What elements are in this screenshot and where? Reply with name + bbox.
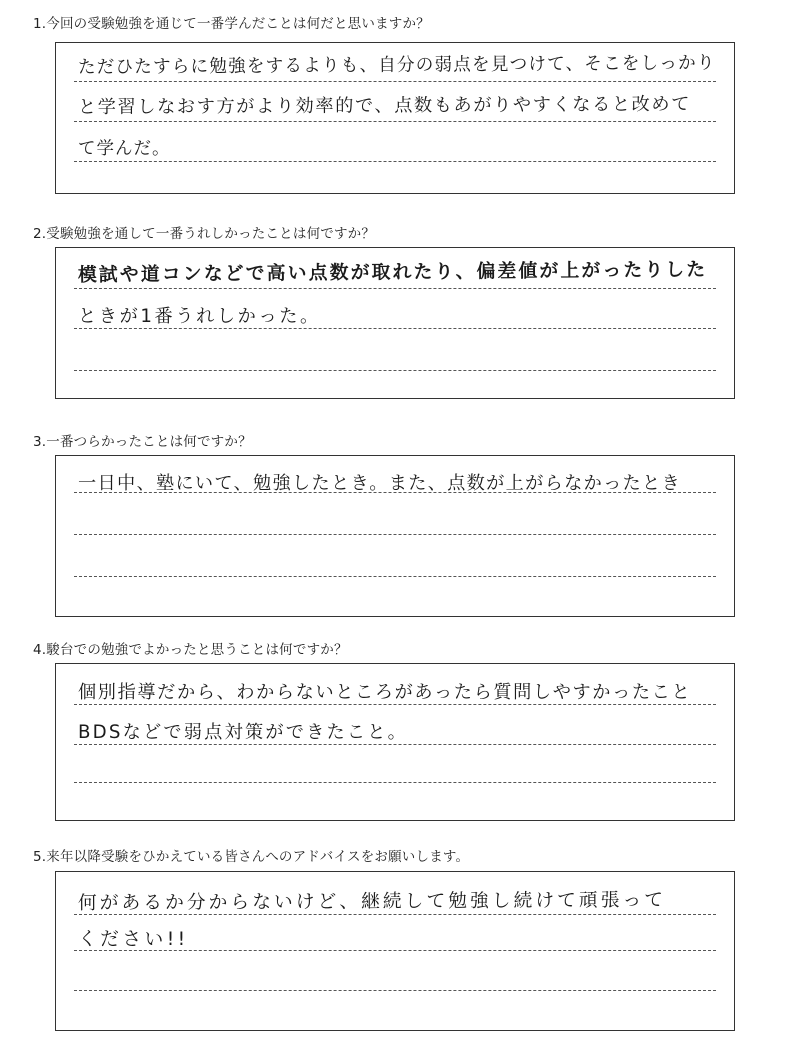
answer-4-line-1: 個別指導だから、わからないところがあったら質問しやすかったこと	[78, 682, 692, 703]
question-4: 4.駿台での勉強でよかったと思うことは何ですか？	[33, 642, 348, 658]
question-3: 3.一番つらかったことは何ですか？	[33, 434, 252, 450]
answer-box-2	[55, 247, 735, 399]
answer-1-rule-3	[74, 161, 716, 162]
answer-3-line-1: 一日中、塾にいて、勉強したとき。また、点数が上がらなかったとき	[78, 473, 682, 494]
answer-box-1	[55, 42, 735, 194]
answer-box-3	[55, 455, 735, 617]
answer-5-line-2: ください!!	[78, 929, 189, 950]
answer-4-rule-3	[74, 782, 716, 783]
answer-box-4	[55, 663, 735, 821]
answer-4-rule-1	[74, 704, 716, 705]
answer-1-line-2: と学習しなおす方がより効率的で、点数もあがりやすくなると改めて	[77, 93, 692, 119]
question-1: 1.今回の受験勉強を通じて一番学んだことは何だと思いますか？	[33, 16, 430, 32]
answer-5-rule-1	[74, 914, 716, 915]
answer-5-rule-2	[74, 950, 716, 951]
answer-2-line-1: 模試や道コンなどで高い点数が取れたり、偏差値が上がったりした	[77, 259, 708, 287]
answer-3-rule-1	[74, 492, 716, 493]
answer-5-line-1: 何があるか分からないけど、継続して勉強し続けて頑張って	[77, 889, 667, 914]
answer-2-rule-3	[74, 370, 716, 371]
answer-1-rule-1	[74, 81, 716, 82]
question-2: 2.受験勉強を通して一番うれしかったことは何ですか？	[33, 226, 376, 242]
answer-4-rule-2	[74, 744, 716, 745]
answer-2-line-2: ときが1番うれしかった。	[78, 306, 321, 327]
answer-3-rule-3	[74, 576, 716, 577]
answer-3-rule-2	[74, 534, 716, 535]
answer-2-rule-2	[74, 328, 716, 329]
answer-1-line-3: て学んだ。	[78, 139, 171, 159]
answer-4-line-2: BDSなどで弱点対策ができたこと。	[78, 722, 409, 743]
question-5: 5.来年以降受験をひかえている皆さんへのアドバイスをお願いします。	[33, 849, 470, 865]
answer-1-rule-2	[74, 121, 716, 122]
answer-1-line-1: ただひたすらに勉強をするよりも、自分の弱点を見つけて、そこをしっかり	[77, 52, 716, 79]
answer-2-rule-1	[74, 288, 716, 289]
answer-5-rule-3	[74, 990, 716, 991]
answer-box-5	[55, 871, 735, 1031]
